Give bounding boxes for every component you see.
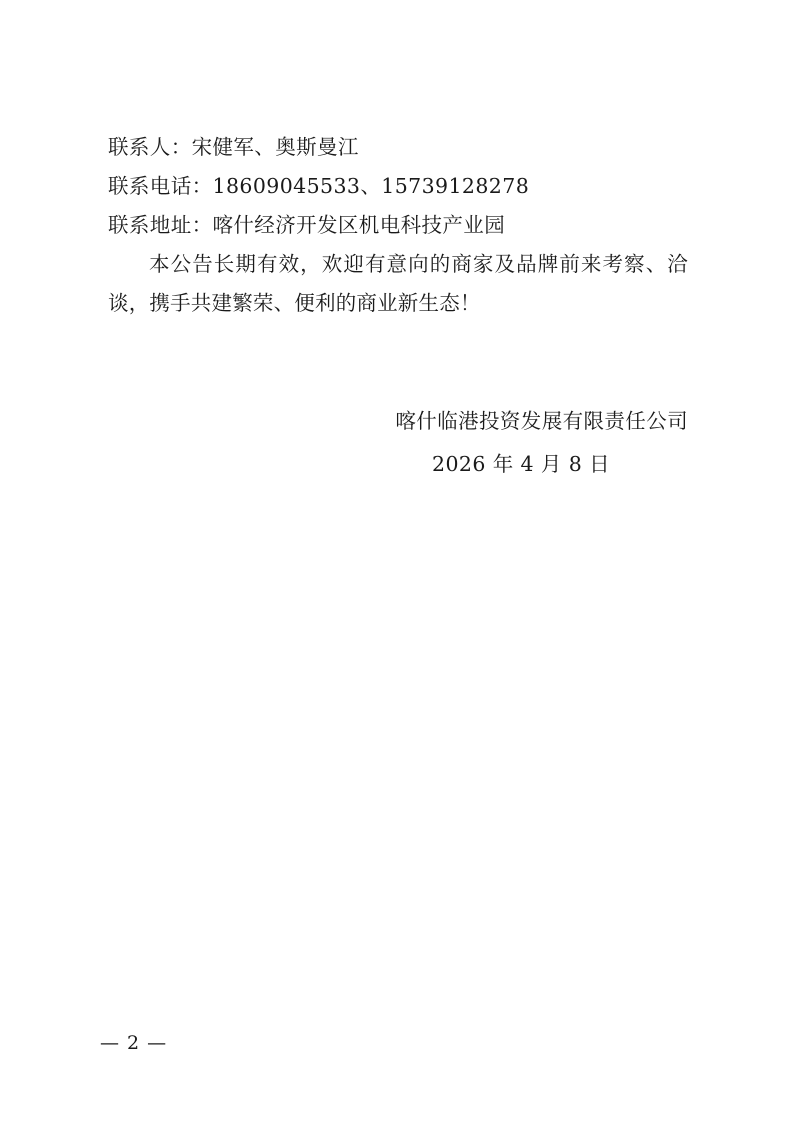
page-number: — 2 — xyxy=(100,1032,168,1054)
signature-date: 2026 年 4 月 8 日 xyxy=(432,452,610,476)
signature-company: 喀什临港投资发展有限责任公司 xyxy=(395,409,688,433)
announcement-paragraph: 本公告长期有效，欢迎有意向的商家及品牌前来考察、洽谈，携手共建繁荣、便利的商业新生态！ xyxy=(108,252,688,315)
contact-person-line: 联系人：宋健军、奥斯曼江 xyxy=(108,135,359,159)
content-block xyxy=(108,128,688,323)
contact-address-line: 联系地址：喀什经济开发区机电科技产业园 xyxy=(108,213,506,237)
signature-block xyxy=(108,400,688,486)
contact-phone-line: 联系电话：18609045533、15739128278 xyxy=(108,174,530,198)
